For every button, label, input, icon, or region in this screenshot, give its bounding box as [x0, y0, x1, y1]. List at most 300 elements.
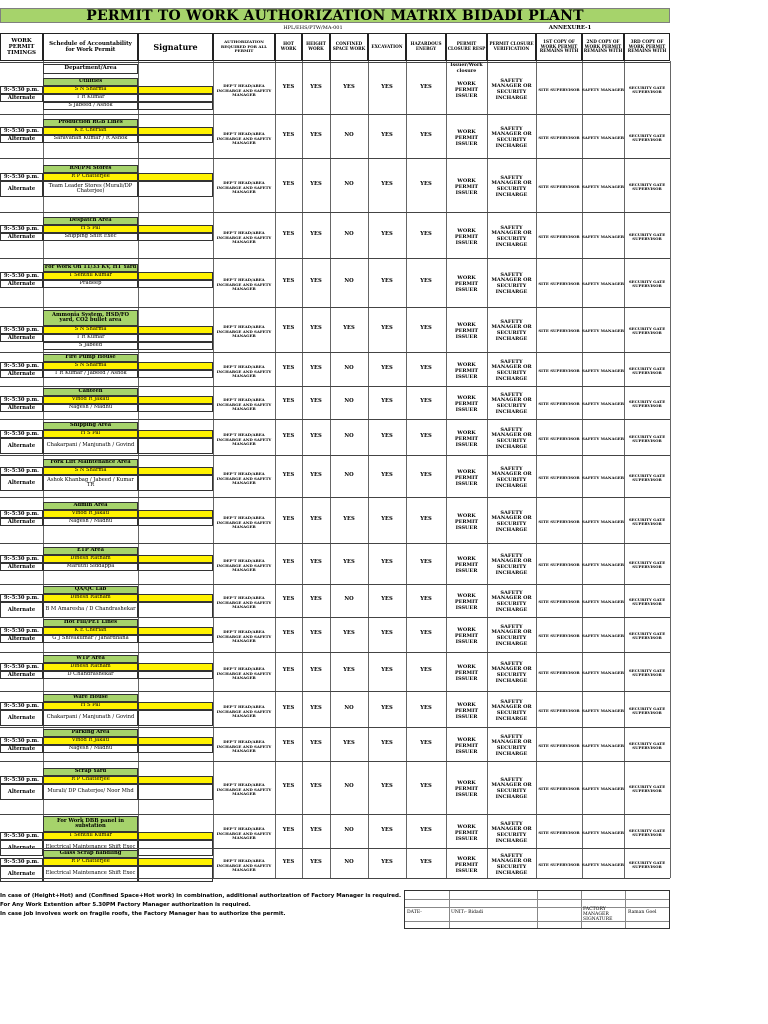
primary-signature-cell	[138, 127, 213, 135]
section-divider	[0, 352, 670, 353]
section-divider	[0, 158, 670, 159]
section-divider	[0, 114, 670, 115]
signoff-divider	[537, 891, 538, 928]
timing-cell: 9:-5:30 p.m.	[0, 326, 43, 334]
column-rule	[670, 61, 671, 878]
copy3-value: SECURITY GATE SUPERVISOR	[628, 365, 666, 375]
copy1-value: SITE SUPERVISOR	[538, 561, 580, 567]
area-name: Fork Lift Maintenance Area	[43, 459, 138, 467]
primary-signature-cell	[138, 832, 213, 840]
alternate-person: Nagesh / Madhu	[43, 518, 138, 526]
copy1-value: SITE SUPERVISOR	[538, 598, 580, 604]
confined-value: YES	[343, 740, 355, 747]
section-divider	[0, 497, 670, 498]
signoff-divider	[581, 891, 582, 928]
page-title: PERMIT TO WORK AUTHORIZATION MATRIX BIDADI PLANT	[0, 8, 670, 23]
timing-cell: 9:-5:30 p.m.	[0, 737, 43, 745]
excavation-value: YES	[381, 365, 393, 372]
hot-value: YES	[282, 231, 295, 238]
alternate-signature-cell	[138, 602, 213, 618]
copy3-value: SECURITY GATE SUPERVISOR	[628, 827, 666, 837]
authorization-cell: DEP'T HEAD/AREA INCHARGE AND SAFETY MANAGER	[216, 782, 272, 797]
height-value: YES	[310, 472, 322, 479]
timing-cell: 9:-5:30 p.m.	[0, 396, 43, 404]
hazardous-value: YES	[420, 365, 432, 372]
copy3-value: SECURITY GATE SUPERVISOR	[628, 325, 666, 335]
verification-value: SAFETY MANAGER OR SECURITY INCHARGE	[491, 552, 532, 576]
alternate-signature-cell	[138, 370, 213, 378]
timing-cell: 9:-5:30 p.m.	[0, 86, 43, 94]
primary-person: R P Chatterjee	[43, 776, 138, 784]
copy3-value: SECURITY GATE SUPERVISOR	[628, 132, 666, 142]
height-value: YES	[310, 667, 322, 674]
area-name: Ammonia System, HSD/FO yard, CO2 bullet area	[43, 310, 138, 326]
closure-value: WORK PERMIT ISSUER	[454, 81, 479, 99]
verification-value: SAFETY MANAGER OR SECURITY INCHARGE	[491, 509, 532, 533]
alternate-person: D Chandrashekar	[43, 671, 138, 679]
verification-value: SAFETY MANAGER OR SECURITY INCHARGE	[491, 465, 532, 489]
authorization-cell: DEP'T HEAD/AREA INCHARGE AND SAFETY MANAGER	[216, 277, 272, 292]
authorization-cell: DEP'T HEAD/AREA INCHARGE AND SAFETY MANAGER	[216, 629, 272, 644]
alternate-signature-cell	[138, 518, 213, 526]
height-value: YES	[310, 365, 322, 372]
timing-cell: 9:-5:30 p.m.	[0, 776, 43, 784]
section-divider	[0, 543, 670, 544]
authorization-cell: DEP'T HEAD/AREA INCHARGE AND SAFETY MANAGER	[216, 666, 272, 681]
header-authorization: AUTHORIZATION REQUIRED FOR ALL PERMIT	[213, 33, 275, 61]
factory-manager-label: FACTORY MANAGER SIGNATURE	[583, 907, 613, 922]
timing-cell: 9:-5:30 p.m.	[0, 832, 43, 840]
copy2-value: SAFETY MANAGER	[582, 707, 625, 713]
area-name: For Work DBB panel in substation	[43, 816, 138, 832]
alternate-label: Alternate	[0, 334, 43, 342]
hazardous-value: YES	[420, 827, 432, 834]
section-divider	[0, 761, 670, 762]
factory-manager-name: Raman Goel	[628, 910, 657, 915]
closure-value: WORK PERMIT ISSUER	[454, 824, 479, 842]
alternate-label: Alternate	[0, 475, 43, 491]
excavation-value: YES	[381, 705, 393, 712]
copy2-value: SAFETY MANAGER	[582, 86, 625, 92]
hot-value: YES	[282, 596, 295, 603]
excavation-value: YES	[381, 84, 393, 91]
copy3-value: SECURITY GATE SUPERVISOR	[628, 278, 666, 288]
height-value: YES	[310, 231, 322, 238]
primary-signature-cell	[138, 737, 213, 745]
section-divider	[0, 386, 670, 387]
primary-person: Vinod R Jakati	[43, 737, 138, 745]
header-first-copy: 1ST COPY OF WORK PERMIT REMAINS WITH	[536, 33, 582, 61]
primary-person: T Senthil Kumar	[43, 832, 138, 840]
signoff-box	[404, 890, 670, 929]
primary-person: S N Sharma	[43, 326, 138, 334]
section-divider	[0, 727, 670, 728]
primary-signature-cell	[138, 173, 213, 181]
alternate-person: Pradeep	[43, 280, 138, 288]
timing-cell: 9:-5:30 p.m.	[0, 127, 43, 135]
header-excavation: EXCAVATION	[368, 33, 406, 61]
confined-value: NO	[344, 783, 354, 790]
hot-value: YES	[282, 472, 295, 479]
section-divider	[0, 848, 670, 849]
section-divider	[0, 307, 670, 308]
copy1-value: SITE SUPERVISOR	[538, 327, 580, 333]
hot-value: YES	[282, 181, 295, 188]
primary-person: S N Sharma	[43, 86, 138, 94]
area-name: For Work On 11/33 KV, HT Yard	[44, 264, 137, 271]
copy1-value: SITE SUPERVISOR	[538, 518, 580, 524]
primary-signature-cell	[138, 858, 213, 866]
hazardous-value: YES	[420, 559, 432, 566]
hot-value: YES	[282, 705, 295, 712]
hot-value: YES	[282, 783, 295, 790]
confined-value: YES	[343, 84, 355, 91]
verification-value: SAFETY MANAGER OR SECURITY INCHARGE	[491, 391, 532, 415]
note-line: In case of (Height+Hot) and (Confined Space+Hot work) in combination, additional authorization of Factory Manager is required.	[0, 893, 402, 899]
header-confined-space: CONFINED SPACE WORK	[330, 33, 368, 61]
confined-value: NO	[344, 472, 354, 479]
primary-signature-cell	[138, 776, 213, 784]
primary-person: K E Cherian	[43, 127, 138, 135]
height-value: YES	[310, 433, 322, 440]
hot-value: YES	[282, 559, 295, 566]
copy1-value: SITE SUPERVISOR	[538, 280, 580, 286]
issuer-closure-label: Issuer/Work closure	[450, 62, 483, 74]
excavation-value: YES	[381, 516, 393, 523]
excavation-value: YES	[381, 740, 393, 747]
confined-value: NO	[344, 365, 354, 372]
timing-cell: 9:-5:30 p.m.	[0, 362, 43, 370]
verification-value: SAFETY MANAGER OR SECURITY INCHARGE	[491, 820, 532, 844]
primary-signature-cell	[138, 555, 213, 563]
hot-value: YES	[282, 667, 295, 674]
copy3-value: SECURITY GATE SUPERVISOR	[628, 231, 666, 241]
alternate-person: T R Kumar / Jabeed / Ashok	[43, 370, 138, 378]
alternate-signature-cell	[138, 745, 213, 753]
primary-signature-cell	[138, 86, 213, 94]
authorization-cell: DEP'T HEAD/AREA INCHARGE AND SAFETY MANAGER	[216, 826, 272, 841]
primary-person: R P Chatterjee	[43, 173, 138, 181]
excavation-value: YES	[381, 231, 393, 238]
alternate-person: Murali/ DP Chaterjee/ Noor Mhd	[43, 784, 138, 800]
copy3-value: SECURITY GATE SUPERVISOR	[628, 84, 666, 94]
area-name: WTP Area	[43, 655, 138, 663]
excavation-value: YES	[381, 783, 393, 790]
alternate-signature-cell	[138, 784, 213, 800]
alternate-person: S Jabeed	[43, 342, 138, 350]
confined-value: YES	[343, 325, 355, 332]
primary-signature-cell	[138, 396, 213, 404]
verification-value: SAFETY MANAGER OR SECURITY INCHARGE	[491, 776, 532, 800]
alternate-person: T R Kumar	[43, 94, 138, 102]
alternate-label: Alternate	[0, 784, 43, 800]
document-number: HPL/EHS/PTW/MA-001	[283, 25, 343, 31]
closure-value: WORK PERMIT ISSUER	[454, 593, 479, 611]
alternate-label: Alternate	[0, 635, 43, 643]
primary-signature-cell	[138, 702, 213, 710]
timing-cell: 9:-5:30 p.m.	[0, 702, 43, 710]
hazardous-value: YES	[420, 472, 432, 479]
primary-person: Vinod R Jakati	[43, 396, 138, 404]
hazardous-value: YES	[420, 398, 432, 405]
area-name: Scrap Yard	[43, 768, 138, 776]
copy3-value: SECURITY GATE SUPERVISOR	[628, 667, 666, 677]
verification-value: SAFETY MANAGER OR SECURITY INCHARGE	[491, 224, 532, 248]
alternate-signature-cell	[138, 563, 213, 571]
alternate-signature-cell	[138, 635, 213, 643]
excavation-value: YES	[381, 667, 393, 674]
excavation-value: YES	[381, 278, 393, 285]
confined-value: YES	[343, 630, 355, 637]
alternate-label: Alternate	[0, 518, 43, 526]
alternate-person: Team Leader Stores (Murali/DP Chaterjee)	[43, 181, 138, 197]
copy1-value: SITE SUPERVISOR	[538, 474, 580, 480]
hazardous-value: YES	[420, 667, 432, 674]
copy2-value: SAFETY MANAGER	[582, 400, 625, 406]
alternate-label: Alternate	[0, 370, 43, 378]
copy3-value: SECURITY GATE SUPERVISOR	[628, 398, 666, 408]
copy3-value: SECURITY GATE SUPERVISOR	[628, 516, 666, 526]
confined-value: NO	[344, 181, 354, 188]
copy3-value: SECURITY GATE SUPERVISOR	[628, 472, 666, 482]
alternate-signature-cell	[138, 671, 213, 679]
copy1-value: SITE SUPERVISOR	[538, 669, 580, 675]
timing-cell: 9:-5:30 p.m.	[0, 627, 43, 635]
copy3-value: SECURITY GATE SUPERVISOR	[628, 705, 666, 715]
copy1-value: SITE SUPERVISOR	[538, 183, 580, 189]
height-value: YES	[310, 325, 322, 332]
primary-signature-cell	[138, 467, 213, 475]
excavation-value: YES	[381, 559, 393, 566]
annexure-label: ANNEXURE-1	[548, 25, 592, 31]
area-name: ETP Area	[43, 547, 138, 555]
copy1-value: SITE SUPERVISOR	[538, 829, 580, 835]
hot-value: YES	[282, 827, 295, 834]
alternate-label: Alternate	[0, 181, 43, 197]
copy2-value: SAFETY MANAGER	[582, 669, 625, 675]
primary-signature-cell	[138, 430, 213, 438]
signoff-divider	[625, 891, 626, 928]
primary-person: S N Sharma	[43, 362, 138, 370]
primary-person: R P Chatterjee	[43, 858, 138, 866]
copy2-value: SAFETY MANAGER	[582, 561, 625, 567]
copy1-value: SITE SUPERVISOR	[538, 435, 580, 441]
authorization-cell: DEP'T HEAD/AREA INCHARGE AND SAFETY MANAGER	[216, 131, 272, 146]
signoff-divider	[449, 891, 450, 928]
hot-value: YES	[282, 84, 295, 91]
excavation-value: YES	[381, 433, 393, 440]
height-value: YES	[310, 516, 322, 523]
hazardous-value: YES	[420, 596, 432, 603]
authorization-cell: DEP'T HEAD/AREA INCHARGE AND SAFETY MANAGER	[216, 558, 272, 573]
copy2-value: SAFETY MANAGER	[582, 280, 625, 286]
header-second-copy: 2ND COPY OF WORK PERMIT REMAINS WITH	[582, 33, 624, 61]
authorization-cell: DEP'T HEAD/AREA INCHARGE AND SAFETY MANAGER	[216, 739, 272, 754]
area-name: Canteen	[43, 388, 138, 396]
copy2-value: SAFETY MANAGER	[582, 785, 625, 791]
section-divider	[0, 878, 670, 879]
primary-person: Dinesh Ratnam	[43, 555, 138, 563]
confined-value: NO	[344, 132, 354, 139]
timing-cell: 9:-5:30 p.m.	[0, 173, 43, 181]
section-divider	[0, 419, 670, 420]
alternate-signature-cell	[138, 334, 213, 342]
authorization-cell: DEP'T HEAD/AREA INCHARGE AND SAFETY MANAGER	[216, 595, 272, 610]
height-value: YES	[310, 740, 322, 747]
copy2-value: SAFETY MANAGER	[582, 435, 625, 441]
alternate-signature-cell	[138, 181, 213, 197]
copy2-value: SAFETY MANAGER	[582, 632, 625, 638]
hazardous-value: YES	[420, 231, 432, 238]
alternate-label: Alternate	[0, 280, 43, 288]
copy2-value: SAFETY MANAGER	[582, 598, 625, 604]
section-divider	[0, 62, 670, 63]
timing-cell: 9:-5:30 p.m.	[0, 858, 43, 866]
section-divider	[0, 584, 670, 585]
closure-value: WORK PERMIT ISSUER	[454, 702, 479, 720]
authorization-cell: DEP'T HEAD/AREA INCHARGE AND SAFETY MANAGER	[216, 83, 272, 98]
alternate-signature-cell	[138, 233, 213, 241]
hot-value: YES	[282, 859, 295, 866]
alternate-signature-cell	[138, 710, 213, 726]
closure-value: WORK PERMIT ISSUER	[454, 627, 479, 645]
alternate-person: Chakarpani / Manjunath / Govind	[43, 438, 138, 454]
closure-value: WORK PERMIT ISSUER	[454, 362, 479, 380]
closure-value: WORK PERMIT ISSUER	[454, 856, 479, 874]
hot-value: YES	[282, 516, 295, 523]
copy2-value: SAFETY MANAGER	[582, 327, 625, 333]
height-value: YES	[310, 783, 322, 790]
excavation-value: YES	[381, 398, 393, 405]
copy1-value: SITE SUPERVISOR	[538, 785, 580, 791]
verification-value: SAFETY MANAGER OR SECURITY INCHARGE	[491, 174, 532, 198]
hot-value: YES	[282, 325, 295, 332]
verification-value: SAFETY MANAGER OR SECURITY INCHARGE	[491, 698, 532, 722]
verification-value: SAFETY MANAGER OR SECURITY INCHARGE	[491, 426, 532, 450]
copy3-value: SECURITY GATE SUPERVISOR	[628, 783, 666, 793]
area-name: Shipping Area	[43, 422, 138, 430]
area-name: RM/PM Stores	[43, 165, 138, 173]
section-divider	[0, 455, 670, 456]
excavation-value: YES	[381, 596, 393, 603]
alternate-label: Alternate	[0, 602, 43, 618]
closure-value: WORK PERMIT ISSUER	[454, 737, 479, 755]
closure-value: WORK PERMIT ISSUER	[454, 780, 479, 798]
primary-person: H S Pal	[43, 430, 138, 438]
height-value: YES	[310, 630, 322, 637]
copy2-value: SAFETY MANAGER	[582, 367, 625, 373]
authorization-cell: DEP'T HEAD/AREA INCHARGE AND SAFETY MANAGER	[216, 324, 272, 339]
excavation-value: YES	[381, 630, 393, 637]
excavation-value: YES	[381, 132, 393, 139]
closure-value: WORK PERMIT ISSUER	[454, 664, 479, 682]
height-value: YES	[310, 705, 322, 712]
authorization-cell: DEP'T HEAD/AREA INCHARGE AND SAFETY MANAGER	[216, 704, 272, 719]
closure-value: WORK PERMIT ISSUER	[454, 322, 479, 340]
area-name: Admin Area	[43, 502, 138, 510]
copy1-value: SITE SUPERVISOR	[538, 367, 580, 373]
copy3-value: SECURITY GATE SUPERVISOR	[628, 433, 666, 443]
excavation-value: YES	[381, 859, 393, 866]
verification-value: SAFETY MANAGER OR SECURITY INCHARGE	[491, 660, 532, 684]
alternate-signature-cell	[138, 342, 213, 350]
copy2-value: SAFETY MANAGER	[582, 474, 625, 480]
section-divider	[0, 617, 670, 618]
excavation-value: YES	[381, 181, 393, 188]
timing-cell: 9:-5:30 p.m.	[0, 594, 43, 602]
alternate-person: Chakarpani / Manjunath / Govind	[43, 710, 138, 726]
confined-value: NO	[344, 705, 354, 712]
copy3-value: SECURITY GATE SUPERVISOR	[628, 630, 666, 640]
copy2-value: SAFETY MANAGER	[582, 183, 625, 189]
height-value: YES	[310, 132, 322, 139]
verification-value: SAFETY MANAGER OR SECURITY INCHARGE	[491, 271, 532, 295]
hazardous-value: YES	[420, 630, 432, 637]
hot-value: YES	[282, 630, 295, 637]
area-name: Despatch Area	[43, 217, 138, 225]
copy1-value: SITE SUPERVISOR	[538, 742, 580, 748]
primary-signature-cell	[138, 627, 213, 635]
primary-person: Dinesh Ratnam	[43, 663, 138, 671]
hazardous-value: YES	[420, 278, 432, 285]
hazardous-value: YES	[420, 516, 432, 523]
alternate-person: Nagesh / Madhu	[43, 745, 138, 753]
alternate-signature-cell	[138, 404, 213, 412]
height-value: YES	[310, 278, 322, 285]
height-value: YES	[310, 859, 322, 866]
hot-value: YES	[282, 740, 295, 747]
alternate-signature-cell	[138, 475, 213, 491]
verification-value: SAFETY MANAGER OR SECURITY INCHARGE	[491, 125, 532, 149]
primary-signature-cell	[138, 510, 213, 518]
hazardous-value: YES	[420, 132, 432, 139]
hazardous-value: YES	[420, 84, 432, 91]
height-value: YES	[310, 827, 322, 834]
hazardous-value: YES	[420, 859, 432, 866]
area-name: Production RGB Lines	[43, 119, 138, 127]
hazardous-value: YES	[420, 783, 432, 790]
hot-value: YES	[282, 365, 295, 372]
copy1-value: SITE SUPERVISOR	[538, 707, 580, 713]
primary-signature-cell	[138, 594, 213, 602]
confined-value: NO	[344, 433, 354, 440]
confined-value: NO	[344, 231, 354, 238]
verification-value: SAFETY MANAGER OR SECURITY INCHARGE	[491, 733, 532, 757]
alternate-signature-cell	[138, 280, 213, 288]
primary-person: S N Sharma	[43, 467, 138, 475]
copy3-value: SECURITY GATE SUPERVISOR	[628, 559, 666, 569]
header-timings: WORK PERMIT TIMINGS	[0, 33, 43, 61]
hazardous-value: YES	[420, 181, 432, 188]
header-closure-verification: PERMIT CLOSURE VERIFICATION	[487, 33, 536, 61]
copy2-value: SAFETY MANAGER	[582, 134, 625, 140]
height-value: YES	[310, 84, 322, 91]
copy2-value: SAFETY MANAGER	[582, 742, 625, 748]
copy1-value: SITE SUPERVISOR	[538, 233, 580, 239]
alternate-label: Alternate	[0, 404, 43, 412]
header-schedule: Schedule of Accountability for Work Permit	[43, 33, 138, 61]
primary-signature-cell	[138, 362, 213, 370]
verification-value: SAFETY MANAGER OR SECURITY INCHARGE	[491, 852, 532, 876]
copy2-value: SAFETY MANAGER	[582, 829, 625, 835]
timing-cell: 9:-5:30 p.m.	[0, 272, 43, 280]
closure-value: WORK PERMIT ISSUER	[454, 395, 479, 413]
section-divider	[0, 652, 670, 653]
closure-value: WORK PERMIT ISSUER	[454, 556, 479, 574]
alternate-label: Alternate	[0, 866, 43, 882]
confined-value: YES	[343, 667, 355, 674]
confined-value: YES	[343, 516, 355, 523]
